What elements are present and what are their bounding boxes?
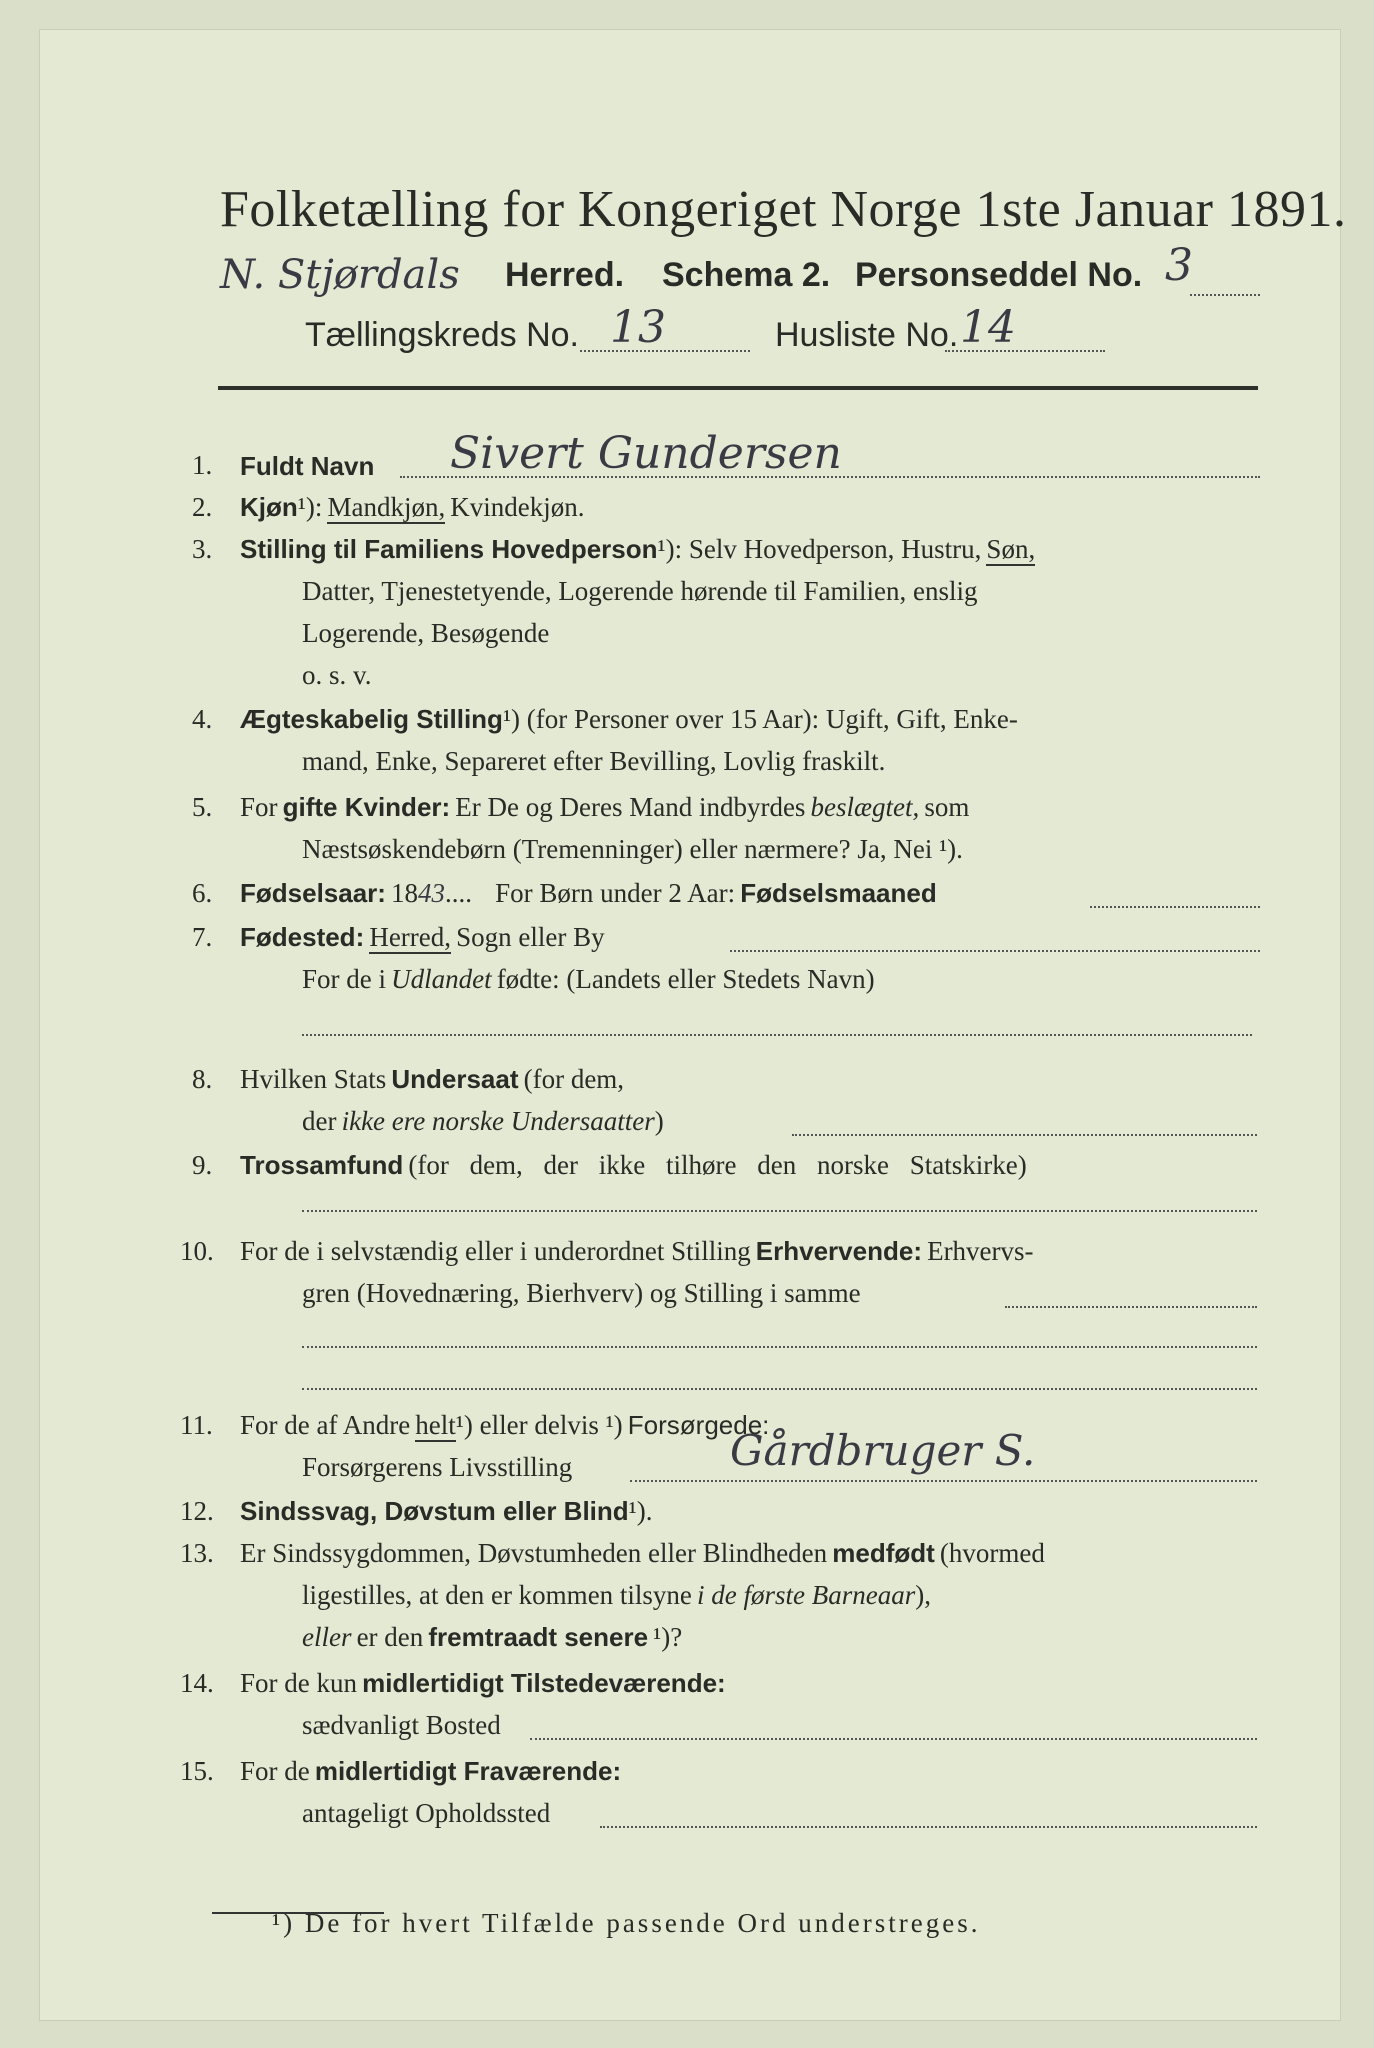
item-15-number: 15. bbox=[180, 1756, 214, 1786]
item-6-label: Fødselsaar: bbox=[240, 878, 386, 908]
item-12-line bbox=[240, 1496, 653, 1527]
item-14-line-1 bbox=[240, 1668, 726, 1699]
item-5-number: 5. bbox=[192, 792, 213, 822]
item-10-number: 10. bbox=[180, 1236, 214, 1266]
item-15-line-2: antageligt Opholdssted bbox=[302, 1798, 551, 1828]
full-name-value: Sivert Gundersen bbox=[450, 428, 842, 479]
item-2-opt-kvindekjon: Kvindekjøn. bbox=[450, 492, 585, 522]
item-11-line-2: Forsørgerens Livsstilling bbox=[302, 1452, 573, 1482]
item-6-number: 6. bbox=[192, 878, 213, 908]
item-7-label: Fødested: bbox=[240, 922, 365, 952]
item-13-l3-italic: eller bbox=[302, 1622, 352, 1652]
item-10-line-2: gren (Hovednæring, Bierhverv) og Stilling i samme bbox=[302, 1278, 861, 1308]
item-15-l1a: For de bbox=[240, 1756, 310, 1786]
item-8-l2b: ) bbox=[654, 1106, 664, 1136]
item-7-number: 7. bbox=[192, 922, 213, 952]
item-3-label: Stilling til Familiens Hovedperson bbox=[240, 534, 658, 564]
item-13-line-2 bbox=[302, 1580, 931, 1611]
item-5-pre: For bbox=[240, 792, 278, 822]
item-13-l2-italic: i de første Barneaar bbox=[697, 1580, 916, 1610]
item-6-bold2: Fødselsmaaned bbox=[740, 878, 937, 908]
item-13-l1b: medfødt bbox=[832, 1538, 935, 1568]
item-5-label: gifte Kvinder: bbox=[282, 792, 451, 822]
item-13-l3c: ¹)? bbox=[653, 1622, 683, 1652]
item-8-l2a: der bbox=[302, 1106, 337, 1136]
item-3-line-2: Datter, Tjenestetyende, Logerende hørende til Familien, enslig bbox=[302, 576, 978, 606]
item-12-rest: ¹). bbox=[628, 1496, 653, 1526]
item-13-l3a: er den bbox=[356, 1622, 424, 1652]
item-7-l2a: For de i bbox=[302, 964, 386, 994]
kreds-label: Tællingskreds No. bbox=[305, 316, 579, 354]
herred-label: Herred. bbox=[505, 256, 625, 294]
item-5-line-1 bbox=[240, 792, 969, 823]
item-7-line-1 bbox=[240, 922, 605, 953]
herred-handwritten: N. Stjørdals bbox=[220, 252, 460, 298]
item-4-label: Ægteskabelig Stilling bbox=[240, 704, 503, 734]
item-13-line-1 bbox=[240, 1538, 1045, 1569]
item-7-l2b: fødte: (Landets eller Stedets Navn) bbox=[496, 964, 875, 994]
item-14-l1a: For de kun bbox=[240, 1668, 357, 1698]
item-6-year-prefix: 18 bbox=[391, 878, 419, 908]
item-9-rest: (for dem, der ikke tilhøre den norske Statskirke) bbox=[408, 1150, 1027, 1180]
item-12-number: 12. bbox=[180, 1496, 214, 1526]
item-4-line-2: mand, Enke, Separeret efter Bevilling, Lovlig fraskilt. bbox=[302, 746, 886, 776]
item-3-number: 3. bbox=[192, 534, 213, 564]
header-rule bbox=[218, 386, 1258, 390]
item-2-line bbox=[240, 492, 585, 523]
husliste-label: Husliste No. bbox=[775, 316, 959, 354]
item-13-l2b: ), bbox=[915, 1580, 931, 1610]
item-2-label: Kjøn bbox=[240, 492, 298, 522]
item-11-selected: helt bbox=[415, 1410, 456, 1440]
item-6-line: Fødselsaar: 1843.... For Børn under 2 Aar: Fødselsmaaned bbox=[240, 878, 937, 908]
item-4-line-1 bbox=[240, 704, 1018, 735]
item-10-l1b: Erhvervende: bbox=[755, 1236, 922, 1266]
item-8-l1b: Undersaat bbox=[391, 1064, 519, 1094]
item-7-rest: Sogn eller By bbox=[456, 922, 605, 952]
item-7-l2-italic: Udlandet bbox=[391, 964, 492, 994]
item-2-sup: ¹): bbox=[297, 492, 323, 522]
personseddel-value: 3 bbox=[1165, 240, 1193, 291]
item-6-rest: For Børn under 2 Aar: bbox=[495, 878, 736, 908]
item-15-l1b: midlertidigt Fraværende: bbox=[314, 1756, 622, 1786]
item-8-l2-italic: ikke ere norske Undersaatter bbox=[341, 1106, 655, 1136]
item-8-number: 8. bbox=[192, 1064, 213, 1094]
item-9-line bbox=[240, 1150, 1027, 1181]
item-14-l1b: midlertidigt Tilstedeværende: bbox=[362, 1668, 726, 1698]
item-11-l1b: ¹) eller delvis ¹) bbox=[455, 1410, 623, 1440]
item-3-selected: Søn, bbox=[986, 534, 1036, 564]
item-15-line-1 bbox=[240, 1756, 621, 1787]
item-11-l1c: Forsørgede: bbox=[627, 1410, 770, 1440]
item-11-number: 11. bbox=[180, 1410, 213, 1440]
item-8-l1c: (for dem, bbox=[523, 1064, 625, 1094]
item-13-l1c: (hvormed bbox=[939, 1538, 1045, 1568]
item-5-line-2: Næstsøskendebørn (Tremenninger) eller nærmere? Ja, Nei ¹). bbox=[302, 834, 963, 864]
item-1-number: 1. bbox=[192, 450, 213, 480]
item-4-number: 4. bbox=[192, 704, 213, 734]
item-3-line-1 bbox=[240, 534, 1035, 565]
census-form-page bbox=[40, 30, 1347, 2020]
birth-year-value: 43 bbox=[418, 878, 446, 908]
item-14-line-2: sædvanligt Bosted bbox=[302, 1710, 501, 1740]
footnote: ¹) De for hvert Tilfælde passende Ord understreges. bbox=[272, 1908, 981, 1938]
item-8-line-2 bbox=[302, 1106, 664, 1137]
item-5-mid: Er De og Deres Mand indbyrdes bbox=[455, 792, 806, 822]
item-7-selected: Herred, bbox=[369, 922, 452, 952]
item-5-italic: beslægtet, bbox=[810, 792, 920, 822]
item-7-line-2 bbox=[302, 964, 875, 995]
item-13-number: 13. bbox=[180, 1538, 214, 1568]
item-13-l1a: Er Sindssygdommen, Døvstumheden eller Blindheden bbox=[240, 1538, 828, 1568]
item-14-number: 14. bbox=[180, 1668, 214, 1698]
item-2-number: 2. bbox=[192, 492, 213, 522]
item-9-label: Trossamfund bbox=[240, 1150, 404, 1180]
item-5-end: som bbox=[924, 792, 970, 822]
item-10-l1a: For de i selvstændig eller i underordnet Stilling bbox=[240, 1236, 751, 1266]
form-title: Folketælling for Kongeriget Norge 1ste Januar 1891. bbox=[220, 181, 1347, 238]
item-13-l2a: ligestilles, at den er kommen tilsyne bbox=[302, 1580, 692, 1610]
item-3-line-3: Logerende, Besøgende bbox=[302, 618, 550, 648]
item-3-line-4: o. s. v. bbox=[302, 660, 372, 690]
schema-label: Schema 2. bbox=[662, 256, 831, 294]
item-11-l1a: For de af Andre bbox=[240, 1410, 411, 1440]
item-3-text-1: ¹): Selv Hovedperson, Hustru, bbox=[657, 534, 982, 564]
item-13-l3b: fremtraadt senere bbox=[428, 1622, 649, 1652]
item-12-label: Sindssvag, Døvstum eller Blind bbox=[240, 1496, 629, 1526]
item-9-number: 9. bbox=[192, 1150, 213, 1180]
item-1-label: Fuldt Navn bbox=[240, 451, 375, 481]
item-2-opt-mandkjon: Mandkjøn, bbox=[327, 492, 446, 522]
kreds-value: 13 bbox=[610, 302, 666, 353]
husliste-value: 14 bbox=[960, 302, 1016, 353]
item-10-l1c: Erhvervs- bbox=[927, 1236, 1034, 1266]
item-8-line-1 bbox=[240, 1064, 624, 1095]
forsorger-value: Gårdbruger S. bbox=[730, 1426, 1036, 1475]
item-8-l1a: Hvilken Stats bbox=[240, 1064, 387, 1094]
item-4-text-1: ¹) (for Personer over 15 Aar): Ugift, Gift, Enke- bbox=[502, 704, 1018, 734]
item-13-line-3 bbox=[302, 1622, 682, 1653]
item-10-line-1 bbox=[240, 1236, 1034, 1267]
item-11-line-1 bbox=[240, 1410, 769, 1441]
personseddel-label: Personseddel No. bbox=[855, 256, 1143, 294]
